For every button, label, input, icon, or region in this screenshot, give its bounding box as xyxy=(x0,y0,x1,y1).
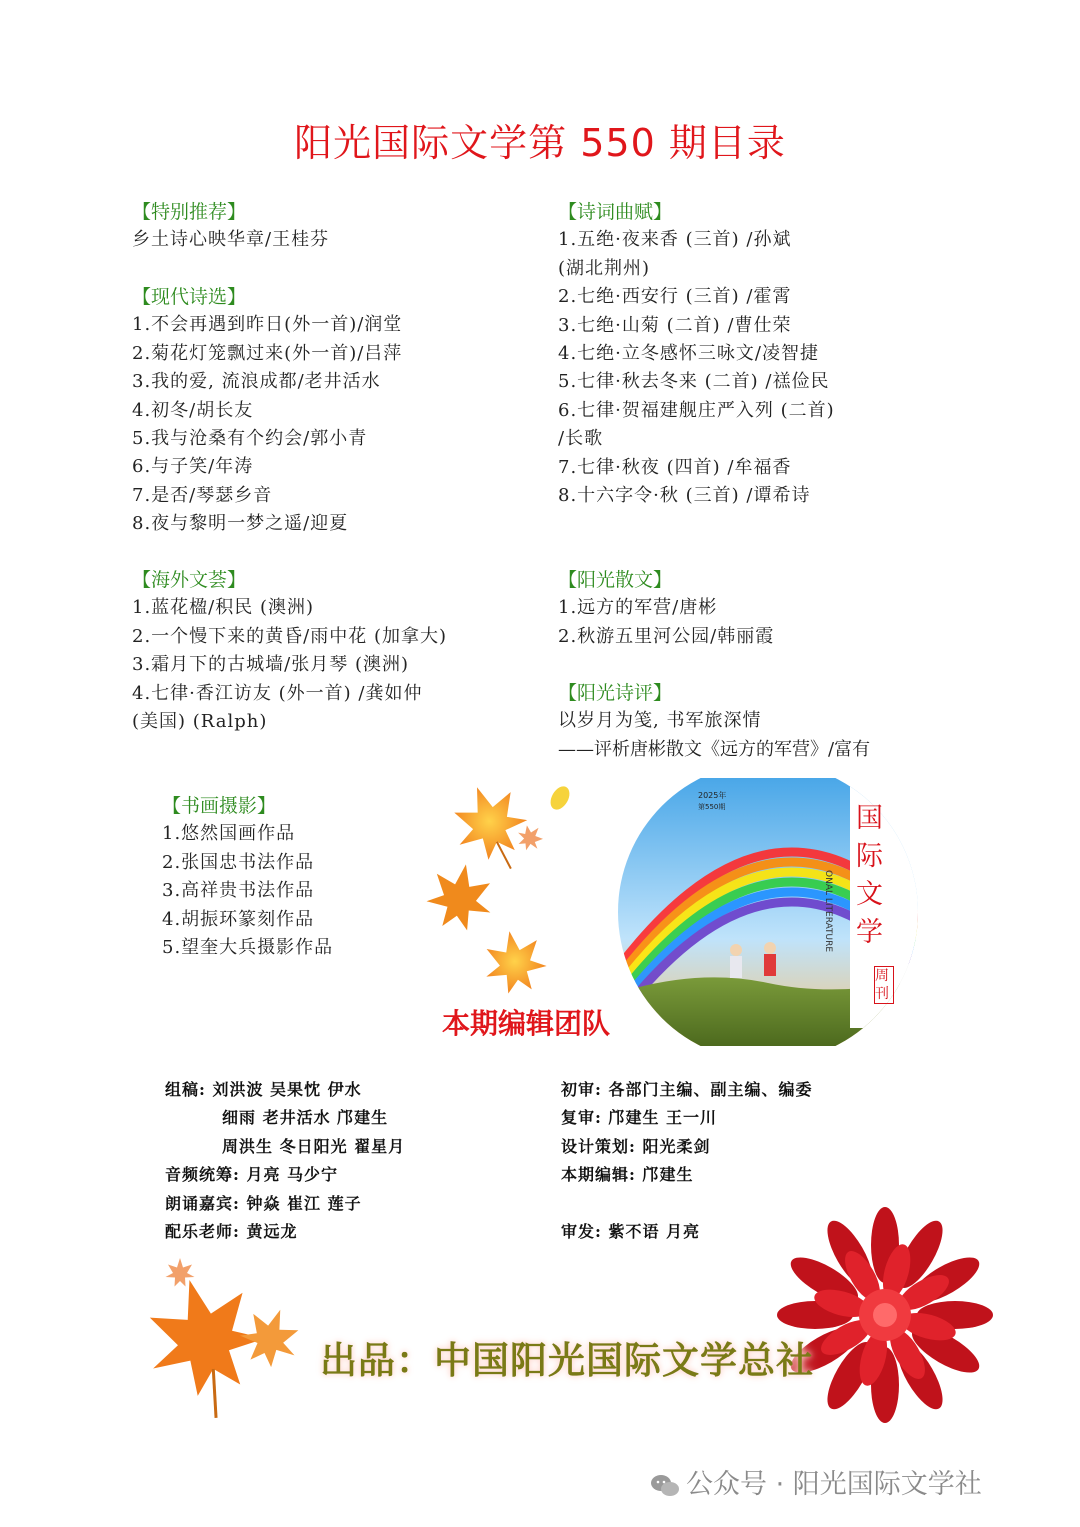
team-line: 朗诵嘉宾: 钟焱 崔江 莲子 xyxy=(165,1193,362,1213)
cover-english-title: ONAL LITERATURE xyxy=(823,870,833,953)
section-classical xyxy=(558,198,835,510)
toc-item: 3.七绝·山菊 (二首) /曹仕荣 xyxy=(558,314,792,336)
toc-item: 6.与子笑/年涛 xyxy=(132,456,254,478)
section-heading: 【现代诗选】 xyxy=(132,286,247,308)
maple-leaf-decoration xyxy=(145,1258,305,1428)
section-heading: 【诗词曲赋】 xyxy=(558,201,673,223)
section-heading: 【书画摄影】 xyxy=(162,795,277,817)
maple-leaves-decoration xyxy=(420,778,620,1028)
section-special xyxy=(132,198,329,255)
section-heading: 【阳光诗评】 xyxy=(558,682,673,704)
toc-item: 以岁月为笺, 书军旅深情 xyxy=(558,710,762,732)
magazine-cover xyxy=(618,778,928,1046)
team-line: 复审: 邝建生 王一川 xyxy=(561,1108,718,1128)
chrysanthemum-decoration xyxy=(775,1205,995,1425)
toc-item: 1.远方的军营/唐彬 xyxy=(558,597,718,619)
toc-item: 8.十六字令·秋 (三首) /谭希诗 xyxy=(558,485,811,507)
toc-item: 5.望奎大兵摄影作品 xyxy=(162,937,334,959)
section-review xyxy=(558,679,870,764)
toc-item: 7.七律·秋夜 (四首) /牟福香 xyxy=(558,456,792,478)
team-line: 本期编辑: 邝建生 xyxy=(561,1165,694,1185)
team-line: 审发: 紫不语 月亮 xyxy=(561,1222,701,1242)
toc-item: 4.七律·香江访友 (外一首) /龚如仲 xyxy=(132,682,423,704)
team-line: 配乐老师: 黄远龙 xyxy=(165,1222,298,1242)
team-line: 音频统筹: 月亮 马少宁 xyxy=(165,1165,339,1185)
toc-item: 5.七律·秋去冬来 (二首) /禚俭民 xyxy=(558,371,830,393)
team-line: 组稿: 刘洪波 吴果忱 伊水 xyxy=(165,1080,362,1099)
wechat-icon xyxy=(650,1473,680,1499)
section-modern-poetry xyxy=(132,283,402,539)
toc-item: 2.七绝·西安行 (三首) /霍霄 xyxy=(558,286,792,308)
toc-item: 2.一个慢下来的黄昏/雨中花 (加拿大) xyxy=(132,625,448,647)
watermark-text: 公众号 · 阳光国际文学社 xyxy=(686,1469,982,1500)
toc-item: ——评析唐彬散文《远方的军营》/富有 xyxy=(558,738,871,760)
toc-item: 1.不会再遇到昨日(外一首)/润堂 xyxy=(132,314,403,336)
page-title: 阳光国际文学第 550 期目录 xyxy=(294,121,786,165)
toc-item: 5.我与沧桑有个约会/郭小青 xyxy=(132,428,368,450)
toc-item: 1.蓝花楹/积民 (澳洲) xyxy=(132,597,315,619)
toc-item: (湖北荆州) xyxy=(558,257,651,279)
section-overseas xyxy=(132,566,447,736)
toc-item: 6.七律·贺福建舰庄严入列 (二首) xyxy=(558,399,835,421)
toc-item: 2.张国忠书法作品 xyxy=(162,851,315,873)
team-line: 初审: 各部门主编、副主编、编委 xyxy=(561,1080,813,1099)
toc-item: (美国) (Ralph) xyxy=(132,711,268,733)
toc-item: 8.夜与黎明一梦之遥/迎夏 xyxy=(132,513,349,535)
toc-item: 1.五绝·夜来香 (三首) /孙斌 xyxy=(558,229,792,251)
toc-item: 乡土诗心映华章/王桂芬 xyxy=(132,229,330,251)
toc-item: 3.霜月下的古城墙/张月琴 (澳洲) xyxy=(132,654,410,676)
team-left xyxy=(165,1076,405,1246)
toc-item: 3.我的爱, 流浪成都/老井活水 xyxy=(132,371,381,393)
section-art-photo xyxy=(162,792,333,962)
toc-item: 2.秋游五里河公园/韩丽霞 xyxy=(558,625,775,647)
cover-weekly: 周刊 xyxy=(874,966,894,1004)
team-line: 设计策划: 阳光柔剑 xyxy=(561,1136,711,1156)
team-title: 本期编辑团队 xyxy=(442,1007,611,1040)
toc-item: 1.悠然国画作品 xyxy=(162,823,296,845)
toc-item: 4.初冬/胡长友 xyxy=(132,399,254,421)
section-heading: 【特别推荐】 xyxy=(132,201,247,223)
producer-credit: 出品：中国阳光国际文学总社 xyxy=(320,1339,814,1382)
team-line: 细雨 老井活水 邝建生 xyxy=(222,1108,389,1128)
toc-item: 4.七绝·立冬感怀三咏文/凌智捷 xyxy=(558,343,819,365)
cover-year: 2025年 xyxy=(698,791,727,800)
team-line: 周洪生 冬日阳光 翟星月 xyxy=(222,1136,406,1156)
toc-item: 3.高祥贵书法作品 xyxy=(162,880,315,902)
cover-issue: 第550期 xyxy=(698,803,726,811)
watermark xyxy=(650,1462,982,1501)
toc-item: 7.是否/琴瑟乡音 xyxy=(132,484,273,506)
toc-item: 4.胡振环篆刻作品 xyxy=(162,908,315,930)
section-heading: 【阳光散文】 xyxy=(558,569,673,591)
section-prose xyxy=(558,566,774,651)
cover-vertical-title: 国际文学 xyxy=(856,803,883,948)
toc-item: 2.菊花灯笼飘过来(外一首)/吕萍 xyxy=(132,342,403,364)
section-heading: 【海外文荟】 xyxy=(132,569,247,591)
toc-item: /长歌 xyxy=(558,428,604,450)
